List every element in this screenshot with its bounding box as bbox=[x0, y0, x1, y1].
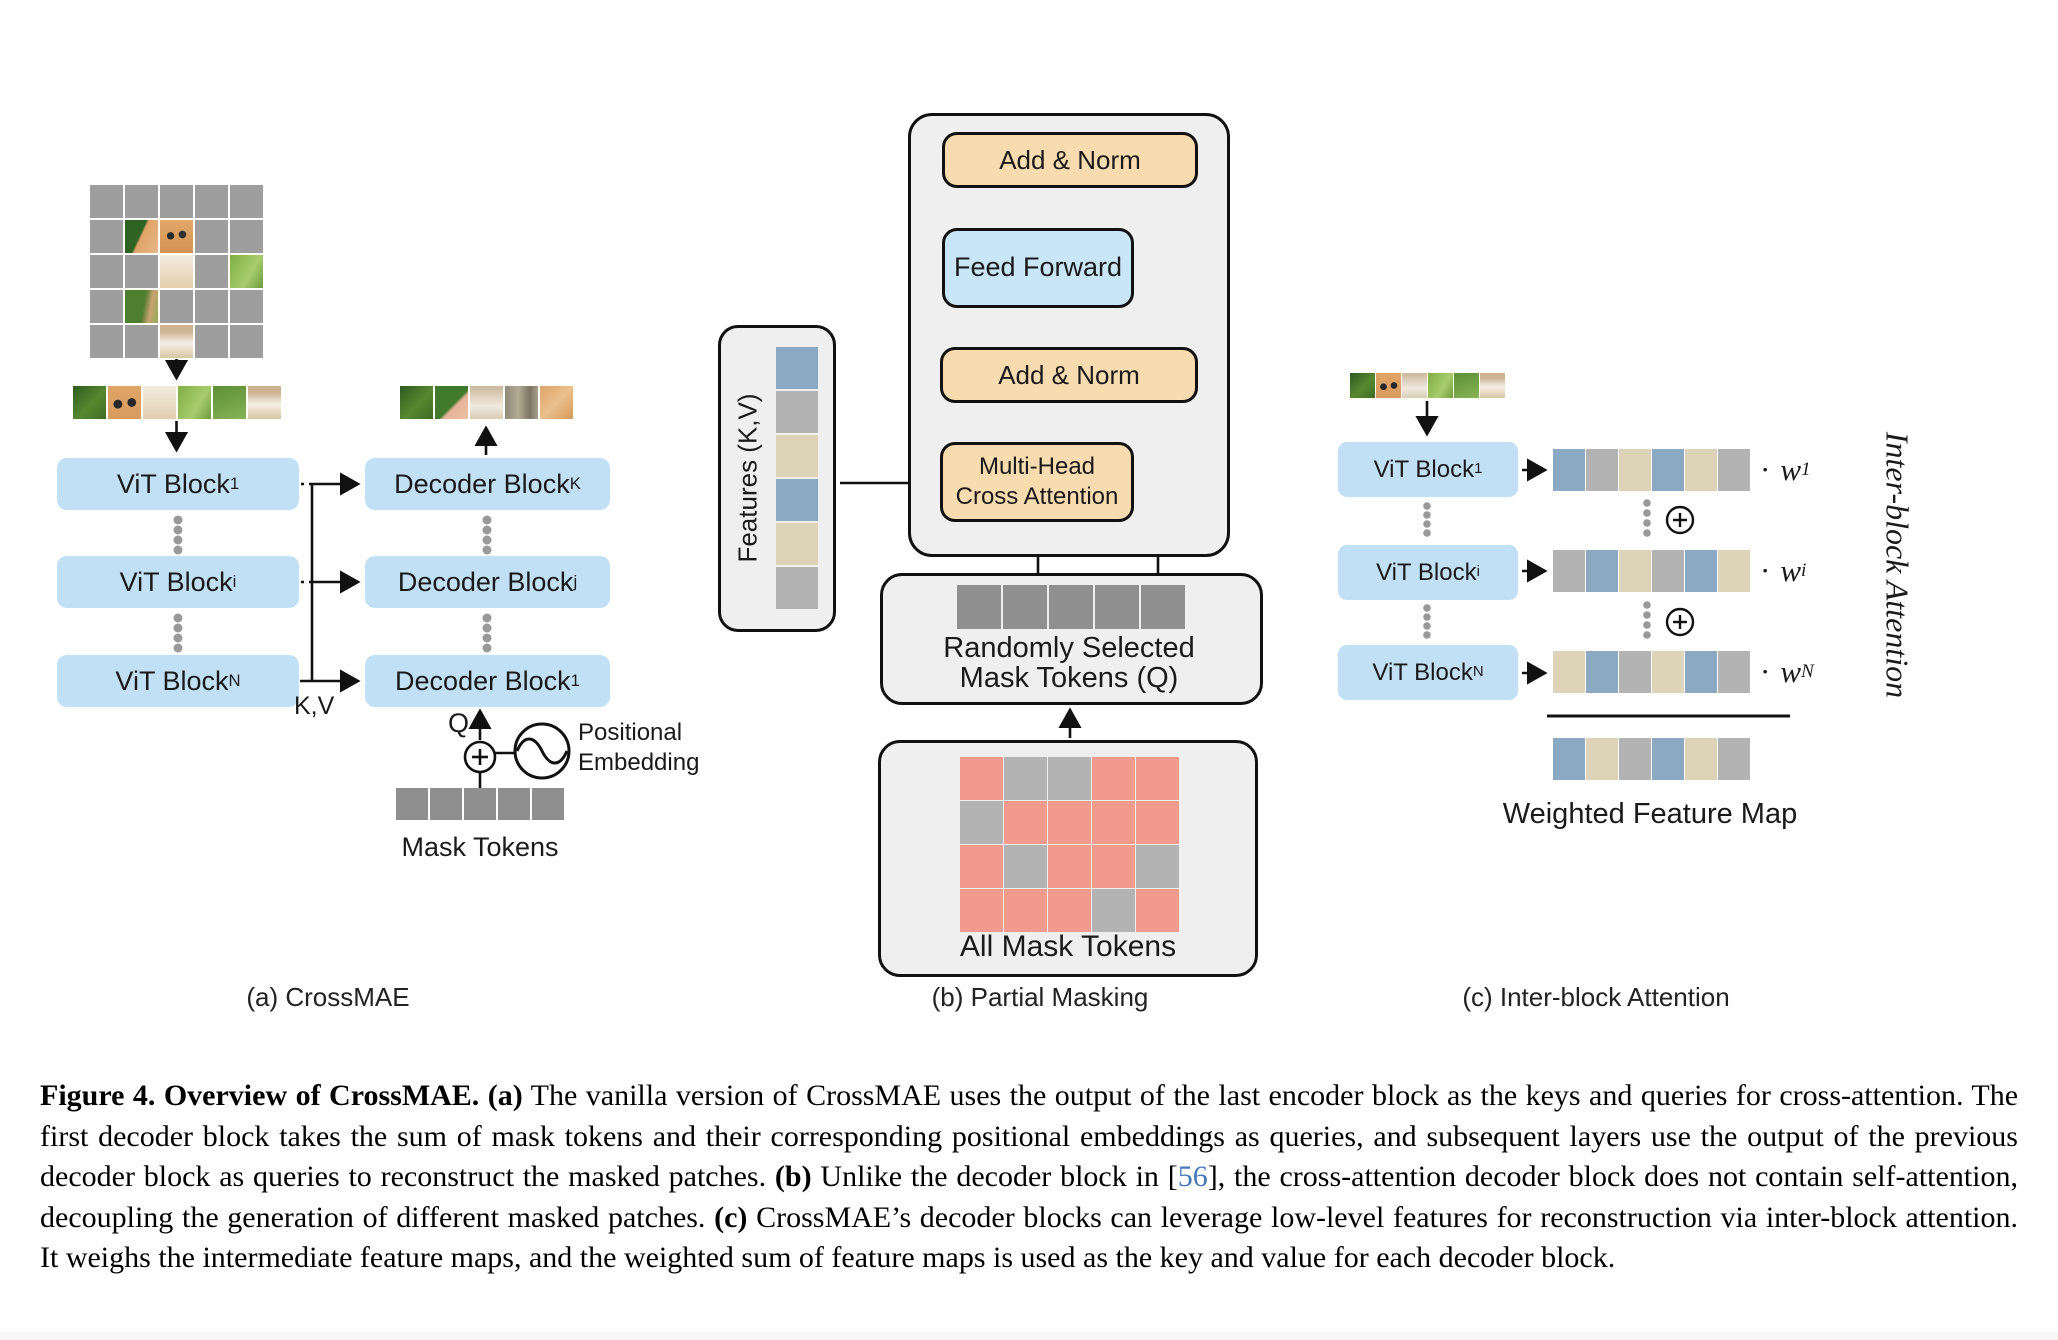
blue-cell bbox=[1685, 550, 1717, 592]
inter-block-attention-side-label: Inter-block Attention bbox=[1879, 431, 1916, 699]
tok-cell bbox=[532, 788, 564, 820]
block-subscript: i bbox=[1476, 564, 1480, 581]
fur-white-cell bbox=[470, 386, 503, 419]
gray-cell bbox=[1619, 738, 1651, 780]
mask-cell bbox=[230, 185, 263, 218]
block-subscript: i bbox=[232, 571, 237, 591]
paw-pink-cell bbox=[435, 386, 468, 419]
caption-segment: (c) bbox=[714, 1200, 748, 1234]
caption-segment: CrossMAE’s decoder blocks can leverage low-level features for reconstruction via inter-block attention. It weighs the intermediate feature maps, and the weighted sum of feature maps is used as the key and value for each decoder block. bbox=[40, 1200, 2018, 1274]
positional-embedding-label bbox=[578, 718, 699, 778]
weight-subscript: N bbox=[1801, 661, 1814, 682]
block-subscript: 1 bbox=[1474, 461, 1483, 478]
block-label: Decoder Block bbox=[397, 566, 574, 597]
red-cell bbox=[1004, 889, 1047, 932]
block-label: ViT Block bbox=[119, 566, 233, 597]
tok-cell bbox=[1095, 585, 1139, 629]
weight-subscript: 1 bbox=[1801, 459, 1811, 480]
plus-circle-icon bbox=[1667, 507, 1693, 533]
caption-segment: ], the cross-attention decoder block does not contain self-attention, decoupling the generation of different masked patches. bbox=[40, 1160, 2019, 1234]
gray-cell bbox=[1619, 651, 1651, 693]
mask-cell bbox=[160, 290, 193, 323]
cat-face-cell bbox=[160, 220, 193, 253]
vit-block-1 bbox=[57, 458, 299, 510]
dot: · bbox=[1760, 553, 1771, 588]
caption-segment: Unlike the decoder block in [ bbox=[811, 1160, 1178, 1193]
tan-cell bbox=[776, 435, 818, 477]
tok-cell bbox=[464, 788, 496, 820]
panel-a-caption: (a) CrossMAE bbox=[246, 982, 410, 1012]
mask-tokens-label: Mask Tokens bbox=[401, 832, 559, 862]
grass-light-cell bbox=[1428, 373, 1453, 398]
blue-cell bbox=[1553, 738, 1585, 780]
mhca-line2: Cross Attention bbox=[955, 483, 1119, 510]
gray-cell bbox=[960, 801, 1003, 844]
blue-cell bbox=[1553, 449, 1585, 491]
weight-label-1 bbox=[1760, 449, 1811, 491]
cat-chest-cell bbox=[143, 386, 176, 419]
tok-cell bbox=[1141, 585, 1185, 629]
mask-tokens-row bbox=[396, 788, 564, 820]
gray-cell bbox=[1004, 757, 1047, 800]
block-label: ViT Block bbox=[1373, 455, 1475, 483]
multi-head-cross-attention-box bbox=[940, 442, 1134, 522]
red-cell bbox=[1004, 801, 1047, 844]
all-mask-tokens-label: All Mask Tokens bbox=[959, 930, 1177, 963]
block-label: ViT Block bbox=[1372, 658, 1473, 686]
paws-cell bbox=[1480, 373, 1505, 398]
feature-map-row-1 bbox=[1553, 449, 1750, 491]
add-norm-top-box: Add & Norm bbox=[942, 132, 1198, 188]
red-cell bbox=[1136, 889, 1179, 932]
blue-cell bbox=[776, 347, 818, 389]
blue-cell bbox=[1685, 651, 1717, 693]
decoder-block-k bbox=[365, 458, 610, 510]
tan-cell bbox=[1685, 449, 1717, 491]
mask-cell bbox=[160, 185, 193, 218]
red-cell bbox=[960, 889, 1003, 932]
panel-b-caption: (b) Partial Masking bbox=[931, 982, 1149, 1012]
red-cell bbox=[1092, 801, 1135, 844]
block-label: ViT Block bbox=[116, 468, 230, 499]
gray-cell bbox=[1652, 550, 1684, 592]
feed-forward-box: Feed Forward bbox=[942, 228, 1134, 308]
plus-circle-icon bbox=[1667, 609, 1693, 635]
gray-cell bbox=[1718, 651, 1750, 693]
red-cell bbox=[1092, 845, 1135, 888]
fur-white-cell bbox=[1402, 373, 1427, 398]
mask-cell bbox=[195, 290, 228, 323]
blue-cell bbox=[1586, 651, 1618, 693]
decoder-output-strip bbox=[400, 386, 573, 419]
selected-tokens-row bbox=[957, 585, 1185, 629]
gray-cell bbox=[1553, 550, 1585, 592]
block-subscript: 1 bbox=[229, 473, 240, 493]
mask-cell bbox=[90, 255, 123, 288]
mask-cell bbox=[195, 255, 228, 288]
tok-cell bbox=[430, 788, 462, 820]
block-subscript: N bbox=[1472, 664, 1484, 681]
features-column bbox=[776, 347, 818, 609]
caption-segment: (b) bbox=[774, 1160, 812, 1193]
all-mask-grid bbox=[960, 757, 1179, 932]
caption-segment: (a) bbox=[487, 1079, 523, 1112]
paws-cell bbox=[248, 386, 281, 419]
tan-cell bbox=[1619, 550, 1651, 592]
gray-cell bbox=[1092, 889, 1135, 932]
grass-body-cell bbox=[125, 290, 158, 323]
vit-block-n bbox=[57, 655, 299, 707]
blue-cell bbox=[1586, 550, 1618, 592]
grass-mid-cell bbox=[213, 386, 246, 419]
weighted-feature-row bbox=[1553, 738, 1750, 780]
positional-embedding-line2: Embedding bbox=[578, 749, 700, 776]
decoder-block-1 bbox=[365, 655, 610, 707]
q-label: Q bbox=[448, 708, 470, 738]
decoder-block-j bbox=[365, 556, 610, 608]
vit-block-i bbox=[57, 556, 299, 608]
panel-c-caption: (c) Inter-block Attention bbox=[1462, 982, 1730, 1012]
mhca-line1: Multi-Head bbox=[978, 453, 1096, 480]
fur-orange-cell bbox=[540, 386, 573, 419]
selected-label-line1: Randomly Selected bbox=[943, 632, 1195, 664]
citation-link[interactable]: 56 bbox=[1177, 1160, 1208, 1193]
grass-dark-cell bbox=[1350, 373, 1375, 398]
block-label: ViT Block bbox=[115, 665, 229, 696]
page-divider bbox=[0, 1332, 2058, 1340]
tok-cell bbox=[1003, 585, 1047, 629]
tan-cell bbox=[1586, 738, 1618, 780]
red-cell bbox=[1136, 801, 1179, 844]
mask-cell bbox=[195, 325, 228, 358]
cat-ear-cell bbox=[125, 220, 158, 253]
mask-cell bbox=[125, 325, 158, 358]
dot: · bbox=[1760, 654, 1771, 689]
weight-subscript: i bbox=[1801, 560, 1807, 581]
caption-segment: The vanilla version of CrossMAE uses the output of the last encoder block as the keys and queries for cross-attention. The first decoder block takes the sum of mask tokens and their corresponding positional embeddings as queries, and subsequent layers use the output of the previous decoder block as queries to reconstruct the masked patches. bbox=[40, 1079, 2019, 1193]
masked-image-grid bbox=[90, 185, 263, 358]
grass-dark-cell bbox=[400, 386, 433, 419]
tok-cell bbox=[498, 788, 530, 820]
mask-cell bbox=[195, 185, 228, 218]
feature-map-row-i bbox=[1553, 550, 1750, 592]
plus-circle-icon bbox=[465, 742, 495, 772]
blue-cell bbox=[1652, 449, 1684, 491]
red-cell bbox=[1092, 757, 1135, 800]
mask-cell bbox=[90, 220, 123, 253]
feature-map-row-n bbox=[1553, 651, 1750, 693]
block-subscript: 1 bbox=[570, 670, 580, 690]
red-cell bbox=[1136, 757, 1179, 800]
block-label: ViT Block bbox=[1376, 558, 1477, 586]
tan-cell bbox=[1685, 738, 1717, 780]
gray-cell bbox=[776, 391, 818, 433]
tan-cell bbox=[776, 523, 818, 565]
red-cell bbox=[1048, 801, 1091, 844]
kv-label: K,V bbox=[294, 692, 335, 720]
tan-cell bbox=[1652, 651, 1684, 693]
red-cell bbox=[960, 845, 1003, 888]
red-cell bbox=[960, 757, 1003, 800]
tok-cell bbox=[1049, 585, 1093, 629]
grass-dark-cell bbox=[73, 386, 106, 419]
block-subscript: N bbox=[228, 670, 241, 690]
red-cell bbox=[1048, 889, 1091, 932]
gray-cell bbox=[1048, 757, 1091, 800]
weighted-feature-map-label: Weighted Feature Map bbox=[1502, 798, 1798, 830]
weight-symbol: w bbox=[1780, 654, 1802, 689]
gray-cell bbox=[1136, 845, 1179, 888]
gray-cell bbox=[1004, 845, 1047, 888]
mask-cell bbox=[230, 325, 263, 358]
mask-cell bbox=[195, 220, 228, 253]
tan-cell bbox=[1718, 550, 1750, 592]
weight-label-i bbox=[1760, 550, 1806, 592]
tan-cell bbox=[1619, 449, 1651, 491]
tok-cell bbox=[396, 788, 428, 820]
mask-cell bbox=[230, 290, 263, 323]
mask-cell bbox=[230, 220, 263, 253]
vit-block-i bbox=[1338, 545, 1518, 600]
tok-cell bbox=[957, 585, 1001, 629]
encoder-patch-strip bbox=[73, 386, 281, 419]
cat-eyes-cell bbox=[1376, 373, 1401, 398]
gray-cell bbox=[1718, 738, 1750, 780]
selected-label-line2: Mask Tokens (Q) bbox=[959, 662, 1179, 694]
grass-mid-cell bbox=[1454, 373, 1479, 398]
weight-symbol: w bbox=[1780, 553, 1802, 588]
tan-cell bbox=[1553, 651, 1585, 693]
features-kv-label: Features (K,V) bbox=[732, 393, 763, 563]
gray-cell bbox=[776, 567, 818, 609]
figure-caption bbox=[40, 1076, 2018, 1279]
gray-cell bbox=[1718, 449, 1750, 491]
block-subscript: j bbox=[573, 571, 578, 591]
vit-block-n bbox=[1338, 645, 1518, 700]
gray-cell bbox=[1586, 449, 1618, 491]
block-subscript: K bbox=[569, 473, 581, 493]
sine-circle-icon bbox=[515, 724, 569, 778]
grass-light-cell bbox=[178, 386, 211, 419]
mask-cell bbox=[90, 290, 123, 323]
input-patch-strip bbox=[1350, 373, 1505, 398]
blue-cell bbox=[776, 479, 818, 521]
block-label: Decoder Block bbox=[395, 665, 571, 696]
block-label: Decoder Block bbox=[394, 468, 570, 499]
red-cell bbox=[1048, 845, 1091, 888]
vit-block-1 bbox=[1338, 442, 1518, 497]
grass-light-cell bbox=[230, 255, 263, 288]
cat-chest-cell bbox=[160, 255, 193, 288]
cat-eyes-cell bbox=[108, 386, 141, 419]
mask-cell bbox=[90, 325, 123, 358]
mask-cell bbox=[125, 185, 158, 218]
dot: · bbox=[1760, 452, 1771, 487]
mask-cell bbox=[90, 185, 123, 218]
paws-cell bbox=[160, 325, 193, 358]
mask-cell bbox=[125, 255, 158, 288]
add-norm-mid-box: Add & Norm bbox=[940, 347, 1198, 403]
caption-segment: Figure 4. Overview of CrossMAE. bbox=[40, 1079, 488, 1112]
weight-symbol: w bbox=[1780, 452, 1802, 487]
blue-cell bbox=[1652, 738, 1684, 780]
bark-cell bbox=[505, 386, 538, 419]
positional-embedding-line1: Positional bbox=[578, 719, 683, 746]
weight-label-n bbox=[1760, 651, 1814, 693]
